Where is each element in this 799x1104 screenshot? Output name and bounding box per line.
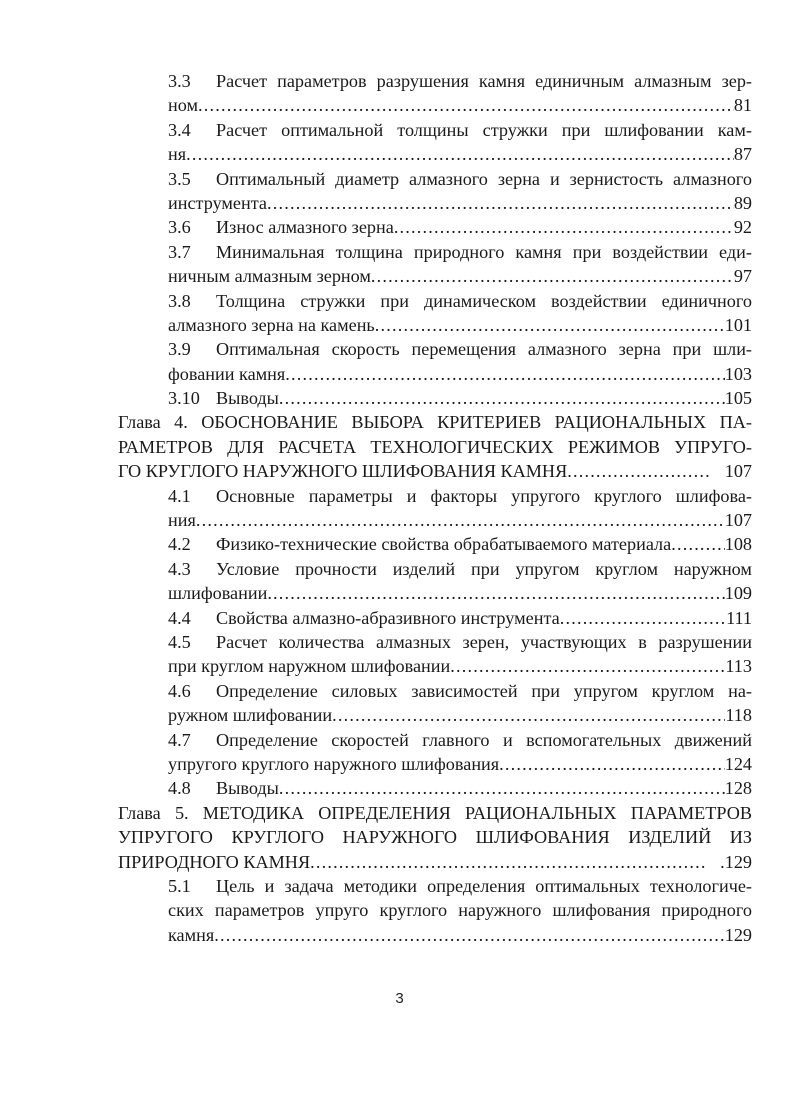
toc-entry-line — [168, 313, 752, 337]
word: количества — [278, 631, 365, 652]
word: Минимальная — [216, 241, 325, 262]
toc-entry-title: Выводы — [216, 778, 279, 799]
toc-entry-number: 4.1 — [168, 485, 191, 506]
word: ПА- — [719, 412, 752, 433]
toc-entry-title-line — [216, 69, 752, 93]
dot-leader — [567, 459, 711, 483]
word: единичного — [661, 290, 752, 311]
word: еди- — [719, 241, 752, 262]
toc-entry-number: 3.8 — [168, 290, 191, 311]
word: ПАРАМЕТРОВ — [630, 802, 752, 823]
toc-section-entry[interactable] — [118, 484, 752, 533]
toc-entry-title-line — [216, 240, 752, 264]
word: толщины — [397, 119, 469, 140]
toc-entry-line — [168, 337, 752, 361]
dot-leader — [279, 386, 725, 410]
word: перемещения — [411, 339, 516, 360]
word: ИЗДЕЛИЙ — [628, 827, 712, 848]
word: Расчет — [216, 119, 268, 140]
toc-page-number[interactable]: 89 — [733, 192, 752, 213]
table-of-contents — [118, 69, 752, 947]
toc-page-number[interactable]: 92 — [733, 217, 752, 238]
toc-section-entry[interactable] — [118, 532, 752, 556]
toc-entry-number: 3.4 — [168, 119, 191, 140]
toc-entry-line — [168, 654, 752, 678]
toc-entry-number: 4.8 — [168, 778, 191, 799]
toc-entry-line — [118, 825, 752, 849]
word: 4. — [174, 412, 188, 433]
toc-entry-title: ружном шлифовании — [168, 705, 333, 726]
toc-page-number[interactable]: 118 — [725, 705, 752, 726]
toc-page-number[interactable]: 128 — [724, 778, 752, 799]
dot-leader — [285, 362, 724, 386]
toc-entry-title-line — [216, 289, 752, 313]
word: кам- — [717, 119, 752, 140]
word: упругом — [573, 680, 638, 701]
toc-entry-title-line — [216, 337, 752, 361]
word: Определение — [216, 729, 318, 750]
word: разрушения — [376, 71, 469, 91]
toc-entry-line — [168, 93, 752, 117]
word: при — [672, 339, 702, 360]
word: упруго — [315, 900, 369, 921]
word: зерна — [497, 168, 541, 189]
word: диаметр — [335, 168, 400, 189]
toc-entry-line — [168, 874, 752, 898]
dot-leader — [267, 581, 724, 605]
toc-entry-line — [118, 850, 752, 874]
word: РАЦИОНАЛЬНЫХ — [465, 802, 617, 823]
toc-entry-number: 4.3 — [168, 558, 191, 579]
toc-entry-title: ня — [168, 144, 187, 165]
word: РАСЧЕТА — [278, 436, 357, 457]
word: динамическом — [424, 290, 536, 311]
toc-entry-line — [168, 264, 752, 288]
word: толщина — [335, 241, 403, 262]
toc-entry-number: 3.5 — [168, 168, 191, 189]
word: Оптимальный — [216, 168, 326, 189]
toc-entry-line — [168, 532, 752, 556]
dot-leader — [279, 776, 725, 800]
toc-chapter-entry[interactable] — [118, 801, 752, 874]
word: Условие — [216, 558, 280, 579]
word: Расчет — [216, 631, 268, 652]
toc-entry-line — [118, 435, 752, 459]
toc-section-entry[interactable] — [118, 215, 752, 239]
word: при — [572, 241, 602, 262]
toc-entry-title-line — [216, 167, 752, 191]
toc-section-entry[interactable] — [118, 337, 752, 386]
word: алмазного — [673, 168, 752, 189]
toc-entry-title-line — [216, 630, 752, 654]
word: круглого — [379, 900, 448, 921]
word: камня — [515, 241, 562, 262]
toc-entry-line — [168, 581, 752, 605]
word: параметры — [308, 485, 393, 506]
dot-leader — [198, 93, 734, 117]
word: силовых — [331, 680, 398, 701]
word: стружки — [482, 119, 548, 140]
toc-page-number[interactable]: 124 — [724, 753, 752, 774]
toc-entry-number: 3.6 — [168, 217, 191, 238]
word: ШЛИФОВАНИЯ — [475, 827, 610, 848]
toc-entry-title-line — [216, 679, 752, 703]
word: ОПРЕДЕЛЕНИЯ — [318, 802, 451, 823]
word: упругого — [511, 485, 581, 506]
toc-entry-number: 4.2 — [168, 534, 191, 555]
word: и — [549, 168, 560, 189]
word: упругом — [515, 558, 580, 579]
toc-entry-title: алмазного зерна на камень — [168, 314, 375, 335]
toc-entry-title: шлифовании — [168, 583, 268, 604]
toc-entry-line — [168, 679, 752, 703]
word: наружном — [673, 558, 752, 579]
word: зависимостей — [411, 680, 518, 701]
toc-entry-title-line — [216, 484, 752, 508]
word: шлифова- — [675, 485, 752, 506]
word: алмазного — [409, 168, 488, 189]
toc-entry-line — [168, 557, 752, 581]
toc-entry-line — [168, 118, 752, 142]
dot-leader — [560, 606, 726, 630]
toc-entry-title: Физико-технические свойства обрабатываемого материала — [216, 534, 672, 555]
toc-entry-title-line — [216, 118, 752, 142]
word: единичным — [535, 71, 625, 91]
toc-page-number[interactable]: 87 — [733, 144, 752, 165]
toc-entry-title-line — [216, 874, 752, 898]
toc-entry-line — [168, 240, 752, 264]
word: воздействии — [551, 290, 647, 311]
toc-entry-line — [118, 459, 752, 483]
word: шли- — [713, 339, 752, 360]
toc-entry-number: 3.10 — [168, 388, 200, 409]
word: алмазным — [634, 71, 712, 91]
toc-entry-line — [168, 167, 752, 191]
word: при — [531, 680, 560, 701]
word: шлифования — [552, 900, 651, 921]
toc-entry-title: Выводы — [216, 388, 279, 409]
toc-section-entry[interactable] — [118, 557, 752, 606]
toc-page-number[interactable]: 108 — [724, 534, 752, 555]
toc-entry-line — [168, 728, 752, 752]
word: скорость — [331, 339, 400, 360]
toc-section-entry[interactable] — [118, 167, 752, 216]
word: параметров — [277, 71, 367, 91]
word: участвующих — [520, 631, 627, 652]
toc-entry-line — [168, 776, 752, 800]
word: методики — [343, 875, 418, 896]
word: движений — [674, 729, 752, 750]
toc-entry-number: 4.4 — [168, 607, 191, 628]
toc-entry-line — [168, 289, 752, 313]
word: стружки — [300, 290, 366, 311]
word: зерна — [618, 339, 661, 360]
word: при — [471, 558, 500, 579]
word: МЕТОДИКА — [202, 802, 304, 823]
toc-entry-number: 3.9 — [168, 339, 191, 360]
word: НАРУЖНОГО — [342, 827, 458, 848]
word: круглого — [594, 485, 662, 506]
word: Расчет — [216, 71, 268, 91]
word: и — [502, 729, 513, 750]
word: шлифовании — [604, 119, 704, 140]
dot-leader — [394, 215, 734, 239]
toc-chapter-entry[interactable] — [118, 410, 752, 483]
word: Толщина — [216, 290, 286, 311]
toc-entry-title: ничным алмазным зерном — [168, 266, 371, 287]
toc-entry-number: 3.7 — [168, 241, 191, 262]
dot-leader — [499, 752, 725, 776]
dot-leader — [450, 654, 725, 678]
toc-section-entry[interactable] — [118, 118, 752, 167]
toc-entry-title: упругого круглого наружного шлифования — [168, 753, 500, 774]
word: РАМЕТРОВ — [118, 436, 213, 457]
toc-entry-title: камня — [168, 924, 215, 945]
toc-page-number[interactable]: 107 — [724, 510, 752, 531]
word: РЕЖИМОВ — [567, 436, 660, 457]
toc-page-number[interactable]: .129 — [720, 851, 752, 872]
page-number: 3 — [395, 990, 404, 1007]
word: прочности — [295, 558, 377, 579]
word: РАЦИОНАЛЬНЫХ — [554, 412, 707, 433]
word: ТЕХНОЛОГИЧЕСКИХ — [370, 436, 554, 457]
toc-entry-title: Износ алмазного зерна — [216, 217, 394, 238]
toc-page-number[interactable]: 113 — [725, 656, 752, 677]
toc-section-entry[interactable] — [118, 776, 752, 800]
toc-entry-number: 4.7 — [168, 729, 191, 750]
word: зер- — [721, 71, 752, 91]
word: Основные — [216, 485, 295, 506]
toc-section-entry[interactable] — [118, 240, 752, 289]
dot-leader — [332, 703, 725, 727]
toc-entry-line — [118, 410, 752, 434]
word: разрушении — [658, 631, 752, 652]
toc-entry-title: фовании камня — [168, 363, 286, 384]
word: при — [561, 119, 591, 140]
word: природного — [661, 900, 752, 921]
dot-leader — [375, 313, 725, 337]
dot-leader — [267, 191, 734, 215]
word: вспомогательных — [526, 729, 662, 750]
toc-section-entry[interactable] — [118, 874, 752, 947]
toc-page-number[interactable]: 103 — [724, 363, 752, 384]
word: Цель — [216, 875, 255, 896]
toc-entry-title: ГО КРУГЛОГО НАРУЖНОГО ШЛИФОВАНИЯ КАМНЯ — [118, 461, 568, 482]
word: определения — [427, 875, 526, 896]
toc-entry-number: 4.5 — [168, 631, 191, 652]
word: факторы — [430, 485, 498, 506]
toc-page-number[interactable]: 105 — [724, 388, 752, 409]
toc-entry-title: Свойства алмазно-абразивного инструмента — [216, 607, 560, 628]
word: Оптимальная — [216, 339, 320, 360]
toc-section-entry[interactable] — [118, 679, 752, 728]
toc-section-entry[interactable] — [118, 289, 752, 338]
toc-entry-title-line — [216, 728, 752, 752]
toc-entry-line — [168, 484, 752, 508]
toc-entry-line — [168, 386, 752, 410]
word: при — [380, 290, 409, 311]
word: Определение — [216, 680, 318, 701]
toc-entry-line — [168, 69, 752, 93]
toc-entry-line — [168, 606, 752, 630]
toc-entry-number: 4.6 — [168, 680, 191, 701]
toc-entry-title: инструмента — [168, 192, 267, 213]
word: на- — [728, 680, 752, 701]
word: Глава — [118, 802, 161, 823]
toc-page-number[interactable]: 107 — [724, 461, 752, 482]
toc-entry-line — [168, 923, 752, 947]
dot-leader — [186, 142, 734, 166]
word: наружного — [458, 900, 542, 921]
toc-entry-title: ния — [168, 510, 196, 531]
toc-page-number[interactable]: 101 — [724, 314, 752, 335]
word: Глава — [118, 412, 161, 433]
toc-entry-line — [168, 191, 752, 215]
toc-entry-line — [168, 752, 752, 776]
dot-leader — [196, 508, 725, 532]
word: УПРУГО- — [674, 436, 752, 457]
toc-entry-line — [168, 362, 752, 386]
word: технологиче- — [649, 875, 752, 896]
word: зернистость — [569, 168, 664, 189]
word: скоростей — [331, 729, 409, 750]
toc-section-entry[interactable] — [118, 69, 752, 118]
toc-section-entry[interactable] — [118, 728, 752, 777]
dot-leader — [671, 532, 725, 556]
toc-entry-line — [168, 142, 752, 166]
word: воздействии — [612, 241, 708, 262]
word: изделий — [392, 558, 456, 579]
dot-leader — [214, 923, 724, 947]
word: круглом — [595, 558, 658, 579]
toc-entry-title-line — [216, 557, 752, 581]
toc-entry-number: 5.1 — [168, 875, 191, 896]
word: зерен, — [462, 631, 510, 652]
word: алмазного — [527, 339, 607, 360]
word: оптимальной — [281, 119, 384, 140]
word: ских — [168, 900, 204, 921]
word: камня — [478, 71, 526, 91]
word: круглом — [651, 680, 715, 701]
word: главного — [422, 729, 490, 750]
toc-page-number[interactable]: 109 — [724, 583, 752, 604]
word: в — [638, 631, 647, 652]
word: УПРУГОГО — [118, 827, 213, 848]
word: 5. — [174, 802, 189, 823]
toc-entry-line — [168, 215, 752, 239]
dot-leader — [371, 264, 734, 288]
toc-section-entry[interactable] — [118, 606, 752, 630]
word: параметров — [214, 900, 305, 921]
word: ВЫБОРА — [351, 412, 424, 433]
toc-page-number[interactable]: 129 — [724, 924, 752, 945]
word: алмазных — [375, 631, 451, 652]
word: ОБОСНОВАНИЕ — [201, 412, 338, 433]
toc-page-number[interactable]: 81 — [733, 95, 752, 116]
word: ИЗ — [729, 827, 752, 848]
word: ДЛЯ — [227, 436, 264, 457]
toc-page-number[interactable]: 111 — [726, 607, 752, 628]
word: и — [264, 875, 275, 896]
toc-entry-line — [168, 630, 752, 654]
toc-entry-title: ПРИРОДНОГО КАМНЯ — [118, 851, 311, 872]
word: задача — [284, 875, 334, 896]
word: и — [406, 485, 417, 506]
word: КРИТЕРИЕВ — [437, 412, 542, 433]
word: оптимальных — [535, 875, 640, 896]
toc-entry-title: при круглом наружном шлифовании — [168, 656, 451, 677]
toc-entry-number: 3.3 — [168, 71, 191, 91]
toc-entry-title: ном — [168, 95, 198, 116]
toc-section-entry[interactable] — [118, 386, 752, 410]
toc-entry-line — [118, 801, 752, 825]
word: природного — [413, 241, 505, 262]
toc-section-entry[interactable] — [118, 630, 752, 679]
toc-entry-line — [168, 508, 752, 532]
word: КРУГЛОГО — [231, 827, 324, 848]
toc-page-number[interactable]: 97 — [733, 266, 752, 287]
toc-entry-line — [168, 898, 752, 922]
toc-entry-line — [168, 703, 752, 727]
dot-leader — [310, 850, 706, 874]
